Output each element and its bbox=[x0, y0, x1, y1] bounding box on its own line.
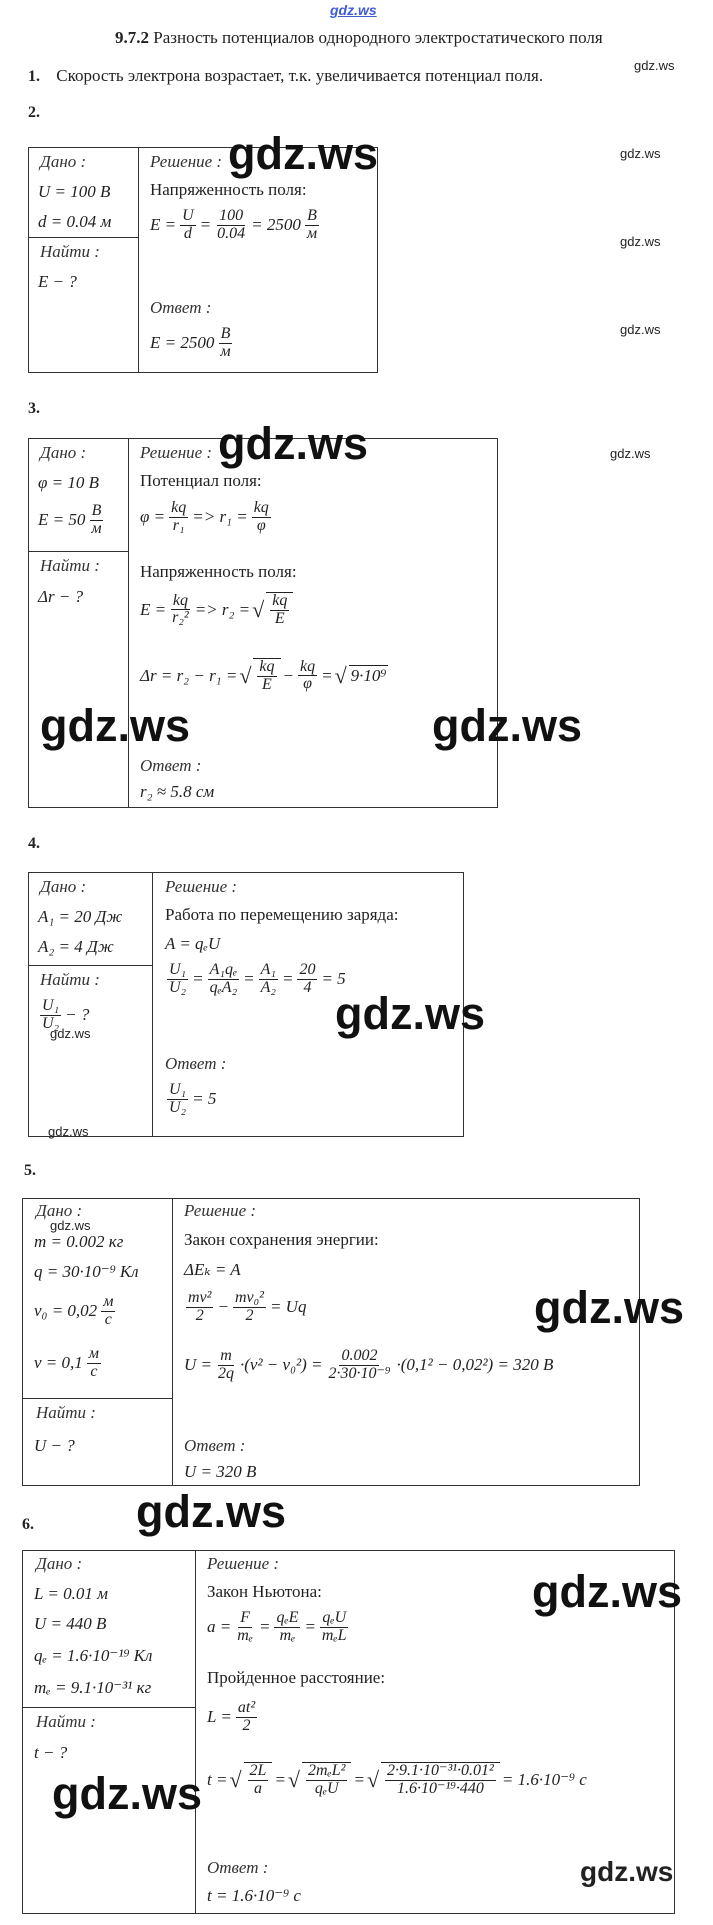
p2-answer: E = 2500 $\frac{В}{м}$ bbox=[150, 325, 231, 360]
watermark-small: gdz.ws bbox=[610, 446, 651, 461]
p5-eq-U: U = $\frac{m}{2q}$ ·(v² − v₀²) = $\frac{0.002}{\text{2·30·10⁻⁹}}$ ·(0,1² − 0,02²) = 320 В bbox=[184, 1347, 554, 1382]
p3-find: Δr − ? bbox=[38, 587, 84, 606]
p6-given-L: L = 0.01 м bbox=[34, 1584, 108, 1603]
watermark-large: gdz.ws bbox=[52, 1768, 203, 1819]
watermark-large: gdz.ws bbox=[218, 418, 369, 469]
p4-answer: $\frac{\text{U₁}}{\text{U₂}}$ = 5 bbox=[169, 1081, 217, 1116]
watermark-small: gdz.ws bbox=[620, 322, 661, 337]
watermark-large: gdz.ws bbox=[40, 700, 191, 751]
p4-eq-A: A = qₑU bbox=[165, 934, 221, 953]
p2-find: E − ? bbox=[38, 272, 77, 291]
p6-given-U: U = 440 В bbox=[34, 1614, 107, 1633]
p5-given-v: v = 0,1 $\frac{м}{с}$ bbox=[34, 1345, 99, 1380]
p3-eq-phi: φ = $\frac{kq}{\text{r₁}}$ => r₁ = $\frac{kq}{\varphi}$ bbox=[140, 499, 269, 534]
watermark-large: gdz.ws bbox=[534, 1282, 685, 1333]
p5-given-m: m = 0.002 кг bbox=[34, 1232, 124, 1251]
section-title-text: Разность потенциалов однородного электростатического поля bbox=[153, 28, 603, 47]
problem-3-number: 3. bbox=[28, 400, 40, 417]
problem-2-number: 2. bbox=[28, 104, 40, 121]
p3-given-phi: φ = 10 В bbox=[38, 473, 100, 492]
watermark-small: gdz.ws bbox=[620, 146, 661, 161]
p2-given-d: d = 0.04 м bbox=[38, 212, 112, 231]
p6-eq-t: t = √ $\frac{2L}{a}$ = √ $\frac{\text{2mₑL²}}{\text{qₑU}}$ = √ $\frac{\text{2·9.1·10⁻³¹·0.01²}}{\text{1.6·10⁻¹⁹·440}}$ = 1.6·10⁻⁹ с bbox=[207, 1762, 587, 1797]
p3-eq-dr: Δr = r₂ − r₁ = √ $\frac{kq}{E}$ − $\frac{kq}{\varphi}$ = √ 9·10⁹ bbox=[140, 657, 387, 693]
p3-answer: r₂ ≈ 5.8 см bbox=[140, 782, 215, 801]
watermark-large: gdz.ws bbox=[432, 700, 583, 751]
p2-given-U: U = 100 В bbox=[38, 182, 111, 201]
p4-given-A1: A₁ = 20 Дж bbox=[38, 907, 123, 926]
p5-given-v0: v₀ = 0,02 $\frac{м}{с}$ bbox=[34, 1293, 114, 1328]
problem-4-number: 4. bbox=[28, 835, 40, 852]
watermark-small: gdz.ws bbox=[50, 1218, 91, 1233]
watermark-large: gdz.ws bbox=[335, 988, 486, 1039]
p5-given-q: q = 30·10⁻⁹ Кл bbox=[34, 1262, 139, 1281]
watermark-large: gdz.ws bbox=[228, 128, 379, 179]
p5-find: U − ? bbox=[34, 1436, 75, 1455]
p6-given-qe: qₑ = 1.6·10⁻¹⁹ Кл bbox=[34, 1646, 153, 1665]
p3-eq-E: E = $\frac{kq}{\text{r₂²}}$ => r₂ = √ $\frac{kq}{E}$ bbox=[140, 592, 293, 628]
p3-given-E: E = 50 $\frac{В}{м}$ bbox=[38, 502, 102, 537]
watermark-large: gdz.ws bbox=[532, 1566, 683, 1617]
problem-6-number: 6. bbox=[22, 1516, 34, 1533]
p6-eq-L: L = $\frac{\text{at²}}{2}$ bbox=[207, 1699, 256, 1734]
problem-1-text: Скорость электрона возрастает, т.к. увеличивается потенциал поля. bbox=[56, 66, 544, 85]
watermark-small: gdz.ws bbox=[620, 234, 661, 249]
p4-eq-ratio: $\frac{\text{U₁}}{\text{U₂}}$ = $\frac{\text{A₁qₑ}}{\text{qₑA₂}}$ = $\frac{\text{A₁}}{\text{A₂}}$ = $\frac{20}{4}$ = 5 bbox=[169, 961, 346, 996]
p5-answer: U = 320 В bbox=[184, 1462, 257, 1481]
p6-given-me: mₑ = 9.1·10⁻³¹ кг bbox=[34, 1678, 152, 1697]
watermark-small: gdz.ws bbox=[48, 1124, 89, 1139]
p4-find: $\frac{\text{U₁}}{\text{U₂}}$ − ? bbox=[42, 997, 90, 1032]
problem-1: 1. Скорость электрона возрастает, т.к. увеличивается потенциал поля. bbox=[28, 66, 544, 85]
problem-5-number: 5. bbox=[24, 1162, 36, 1179]
watermark-large: gdz.ws bbox=[136, 1486, 287, 1537]
p4-given-A2: A₂ = 4 Дж bbox=[38, 937, 114, 956]
p2-equation: E = $\frac{U}{d}$ = $\frac{100}{0.04}$ = 2500 $\frac{В}{м}$ bbox=[150, 207, 318, 242]
p6-find: t − ? bbox=[34, 1743, 68, 1762]
p5-eq-energy: ΔEₖ = A bbox=[184, 1260, 241, 1279]
section-title: 9.7.2 Разность потенциалов однородного электростатического поля bbox=[115, 28, 603, 47]
p6-answer: t = 1.6·10⁻⁹ с bbox=[207, 1886, 301, 1905]
p6-eq-a: a = $\frac{F}{\text{mₑ}}$ = $\frac{\text{qₑE}}{\text{mₑ}}$ = $\frac{\text{qₑU}}{\text{mₑL}}$ bbox=[207, 1609, 347, 1644]
watermark-medium: gdz.ws bbox=[580, 1856, 674, 1887]
watermark-small: gdz.ws bbox=[50, 1026, 91, 1041]
p5-eq-kinetic: $\frac{\text{mv²}}{2}$ − $\frac{\text{mv₀²}}{2}$ = Uq bbox=[188, 1289, 307, 1324]
p2-heading: Напряженность поля: bbox=[150, 180, 307, 199]
top-watermark[interactable]: gdz.ws bbox=[330, 2, 377, 18]
watermark-small: gdz.ws bbox=[634, 58, 675, 73]
